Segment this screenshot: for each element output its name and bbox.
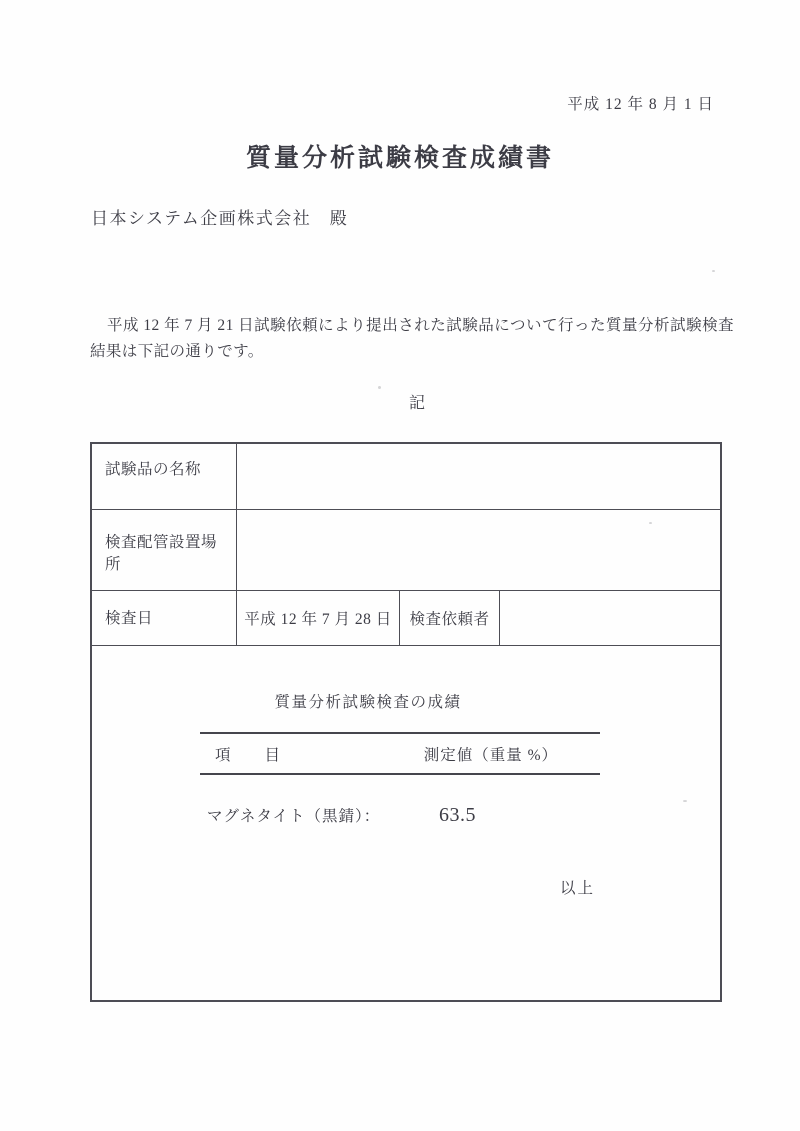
scan-artifact (683, 800, 687, 802)
scan-artifact (712, 270, 715, 272)
scan-artifact (649, 522, 652, 524)
results-cell (92, 646, 720, 999)
results-heading: 質量分析試験検査の成績 (274, 694, 462, 711)
body-paragraph: 平成 12 年 7 月 21 日試験依頼により提出された試験品について行った質量分析試験検査結果は下記の通りです。 (90, 317, 734, 360)
table-row-specimen-name (92, 444, 720, 510)
addressee: 日本システム企画株式会社 殿 (91, 209, 349, 228)
scan-artifact (378, 386, 381, 389)
result-item-magnetite: マグネタイト（黒錆）： (207, 808, 381, 825)
table-row-piping-location (92, 510, 720, 591)
results-data-row (200, 775, 600, 826)
requester-label: 検査依頼者 (400, 591, 500, 645)
specimen-name-value (237, 444, 720, 509)
closing-mark: 以上 (560, 880, 596, 897)
results-header (200, 732, 600, 775)
piping-location-label: 検査配管設置場所 (92, 510, 237, 590)
results-table (200, 732, 600, 826)
document-title: 質量分析試験検査成績書 (245, 145, 554, 172)
piping-location-value (237, 510, 720, 590)
issue-date: 平成 12 年 8 月 1 日 (567, 96, 714, 113)
inspection-date-label: 検査日 (92, 591, 237, 645)
results-column-item: 項 目 (215, 746, 282, 764)
result-value-magnetite: 63.5 (439, 804, 476, 826)
specimen-name-label: 試験品の名称 (92, 444, 237, 509)
requester-value (500, 591, 720, 645)
table-row-inspection-date (92, 591, 720, 646)
results-column-measured-value: 測定値（重量 %） (423, 746, 558, 764)
record-mark: 記 (408, 395, 425, 412)
inspection-table (90, 442, 722, 1002)
inspection-date-value: 平成 12 年 7 月 28 日 (237, 591, 400, 645)
